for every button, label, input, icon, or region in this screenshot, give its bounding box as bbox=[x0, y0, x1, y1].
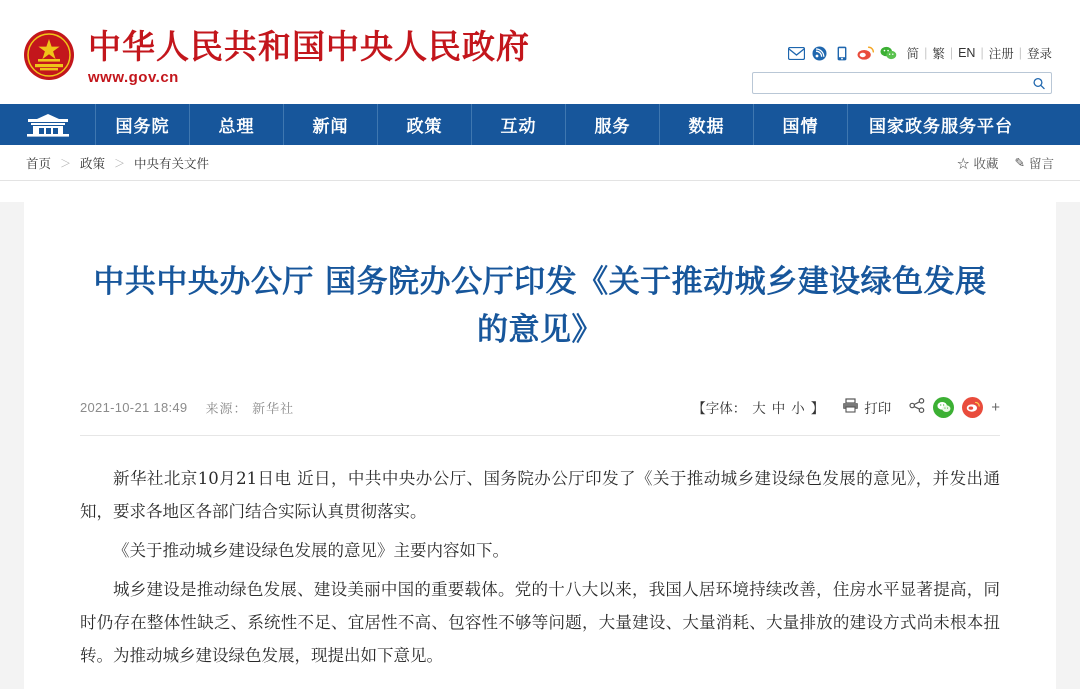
search-icon[interactable] bbox=[1027, 73, 1051, 93]
font-size-small[interactable]: 小 bbox=[791, 401, 805, 417]
national-emblem-icon bbox=[22, 28, 76, 82]
weibo-icon[interactable] bbox=[857, 45, 874, 61]
article-paragraph-1: 新华社北京10月21日电 近日，中共中央办公厅、国务院办公厅印发了《关于推动城乡建设绿色发展的意见》，并发出通知，要求各地区各部门结合实际认真贯彻落实。 bbox=[80, 468, 1000, 521]
wechat-icon[interactable] bbox=[880, 45, 897, 61]
breadcrumb-item-policy[interactable]: 政策 bbox=[80, 156, 106, 171]
separator-4: | bbox=[1018, 46, 1022, 60]
article-container bbox=[24, 202, 1056, 689]
search-box[interactable] bbox=[752, 72, 1052, 94]
share-icon[interactable] bbox=[909, 398, 925, 416]
separator-3: | bbox=[980, 46, 984, 60]
print-label: 打印 bbox=[864, 401, 892, 417]
nav-item-zongli[interactable]: 总理 bbox=[190, 104, 284, 145]
breadcrumb bbox=[0, 145, 1080, 181]
font-size-controls[interactable] bbox=[692, 397, 824, 417]
page-title: 中共中央办公厅 国务院办公厅印发《关于推动城乡建设绿色发展的意见》 bbox=[93, 263, 987, 348]
gate-home-icon[interactable] bbox=[0, 104, 96, 145]
message-label: 留言 bbox=[1028, 156, 1054, 171]
language-and-account-links bbox=[907, 44, 1052, 62]
printer-icon bbox=[842, 398, 859, 416]
mobile-icon[interactable] bbox=[834, 45, 851, 61]
wechat-share-icon[interactable] bbox=[933, 397, 954, 418]
nav-item-fuwu[interactable]: 服务 bbox=[566, 104, 660, 145]
link-register[interactable]: 注册 bbox=[988, 47, 1014, 61]
breadcrumb-arrow-2: ＞ bbox=[114, 157, 126, 170]
message-button[interactable] bbox=[1015, 154, 1055, 172]
link-simplified[interactable]: 简 bbox=[906, 47, 920, 61]
more-share-button[interactable]: + bbox=[991, 398, 1000, 416]
nav-item-shuju[interactable]: 数据 bbox=[660, 104, 754, 145]
breadcrumb-item-central-documents[interactable]: 中央有关文件 bbox=[134, 156, 210, 171]
nav-item-guowuyuan[interactable]: 国务院 bbox=[96, 104, 190, 145]
breadcrumb-arrow-1: ＞ bbox=[60, 157, 72, 170]
header-utilities bbox=[752, 43, 1052, 94]
favorite-label: 收藏 bbox=[973, 156, 999, 171]
site-domain: www.gov.cn bbox=[88, 69, 179, 86]
site-title: 中华人民共和国中央人民政府 bbox=[88, 27, 530, 66]
site-title-block bbox=[88, 29, 530, 86]
print-button[interactable] bbox=[842, 397, 891, 417]
pencil-icon: ✎ bbox=[1014, 156, 1025, 170]
article-body bbox=[80, 462, 1000, 672]
font-size-large[interactable]: 大 bbox=[752, 401, 766, 417]
nav-item-guoqing[interactable]: 国情 bbox=[754, 104, 848, 145]
page-body bbox=[0, 202, 1080, 689]
article-meta bbox=[80, 394, 1000, 436]
link-english[interactable]: EN bbox=[958, 46, 976, 60]
weibo-share-icon[interactable] bbox=[962, 397, 983, 418]
site-header bbox=[0, 0, 1080, 104]
article-paragraph-2: 《关于推动城乡建设绿色发展的意见》主要内容如下。 bbox=[113, 540, 509, 560]
search-input[interactable] bbox=[753, 73, 1027, 93]
favorite-button[interactable] bbox=[957, 154, 999, 172]
nav-item-xinwen[interactable]: 新闻 bbox=[284, 104, 378, 145]
nav-item-zhengce[interactable]: 政策 bbox=[378, 104, 472, 145]
article-paragraph-3: 城乡建设是推动绿色发展、建设美丽中国的重要载体。党的十八大以来，我国人居环境持续改善，住房水平显著提高，同时仍存在整体性缺乏、系统性不足、宜居性不高、包容性不够等问题，大量建设、大量消耗、大量排放的建设方式尚未根本扭转。为推动城乡建设绿色发展，现提出如下意见。 bbox=[80, 579, 1000, 665]
link-traditional[interactable]: 繁 bbox=[932, 47, 945, 61]
star-icon: ☆ bbox=[956, 156, 970, 171]
separator-2: | bbox=[949, 46, 954, 60]
separator-1: | bbox=[924, 46, 928, 60]
source-value: 新华社 bbox=[252, 400, 295, 416]
font-size-prefix: 【字体： bbox=[692, 401, 747, 417]
publish-date: 2021-10-21 18:49 bbox=[80, 399, 188, 415]
nav-item-government-service-platform[interactable]: 国家政务服务平台 bbox=[869, 117, 1013, 137]
nav-item-hudong[interactable]: 互动 bbox=[472, 104, 566, 145]
link-login[interactable]: 登录 bbox=[1026, 47, 1052, 61]
rss-icon[interactable] bbox=[811, 45, 828, 61]
source-label: 来源： bbox=[205, 400, 248, 416]
mail-icon[interactable] bbox=[788, 45, 805, 61]
font-size-medium[interactable]: 中 bbox=[771, 401, 786, 417]
breadcrumb-item-home[interactable]: 首页 bbox=[26, 156, 52, 171]
main-navigation[interactable] bbox=[0, 104, 1080, 145]
font-size-suffix: 】 bbox=[810, 401, 825, 417]
